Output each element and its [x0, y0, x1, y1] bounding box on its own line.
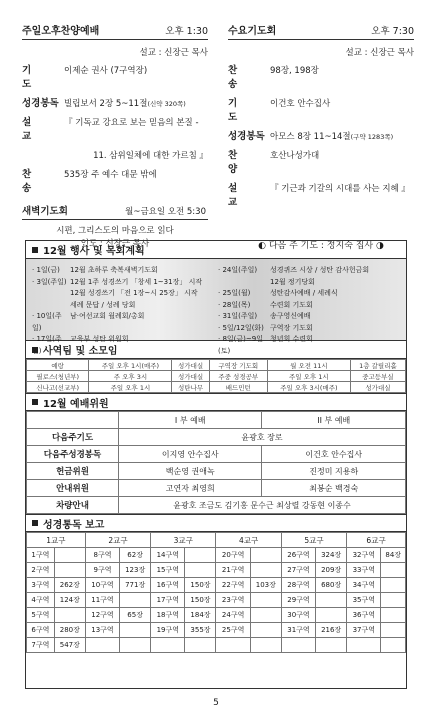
worship-row — [27, 429, 406, 446]
order-label — [22, 149, 64, 163]
event-date: · 31일(주일) — [218, 312, 258, 320]
staff-row — [27, 382, 406, 393]
event-text: 수련회 기도회 — [270, 300, 313, 309]
reading-district: 37구역 — [347, 623, 381, 638]
event-date: · 25일(월) — [218, 289, 251, 297]
worship-role: 차량안내 — [27, 497, 119, 514]
reading-district: 26구역 — [281, 548, 315, 563]
event-text: 12월 1주 성경쓰기 「창세 1~31장」 시작 — [70, 277, 203, 286]
dawn-prayer-time: 월~금요일 오전 5:30 — [125, 207, 206, 217]
staff-row — [27, 371, 406, 382]
square-bullet-icon — [32, 399, 38, 405]
event-item — [218, 277, 400, 289]
event-date — [32, 300, 70, 312]
staff-cell: 성가대실 — [350, 382, 405, 393]
reading-chapters — [54, 548, 85, 563]
reading-table — [26, 532, 406, 653]
order-value-text: 아모스 8장 11~14절 — [270, 132, 351, 142]
event-text: 12월 성경쓰기 「전 1장~시 25장」 시작 — [70, 289, 198, 297]
event-text: 교육부 성탄 위원회 — [70, 335, 129, 343]
staff-cell: 구역장 기도회 — [209, 360, 267, 371]
sunday-preacher: 설교 : 신장근 목사 — [139, 48, 208, 58]
staff-cell: 월 오전 11시 — [267, 360, 350, 371]
reading-chapters — [381, 563, 406, 578]
worship-both-services: 윤광호 장로 — [119, 429, 406, 446]
reading-district: 16구역 — [151, 578, 185, 593]
event-date — [218, 277, 270, 289]
staff-cell: 주일 오후 1시 — [89, 382, 172, 393]
reading-district: 24구역 — [216, 608, 250, 623]
order-value-note: (신약 320쪽) — [147, 100, 186, 108]
worship-corner-cell — [27, 412, 119, 429]
wednesday-service-section — [228, 24, 414, 251]
reading-district: 31구역 — [281, 623, 315, 638]
reading-district: 9구역 — [85, 563, 119, 578]
staff-cell: 주 오후 3시 — [89, 371, 172, 382]
order-value-text: 이건호 안수집사 — [270, 99, 331, 109]
worship-both-services: 윤광호 조금도 김기홍 문수근 최상렬 강동현 이종수 — [119, 497, 406, 514]
reading-district: 12구역 — [85, 608, 119, 623]
order-label: 성경봉독 — [228, 131, 265, 142]
sunday-order-row — [22, 116, 208, 144]
order-value — [270, 97, 414, 125]
worship-first-service: 백순영 권애녹 — [119, 463, 262, 480]
reading-district: 34구역 — [347, 578, 381, 593]
event-item — [218, 300, 400, 312]
reading-district: 25구역 — [216, 623, 250, 638]
event-date: · 8일(금)~9일(토) — [218, 335, 263, 355]
event-item — [218, 311, 400, 323]
sunday-order-list — [22, 64, 208, 196]
reading-district — [216, 638, 250, 653]
worship-role: 안내위원 — [27, 480, 119, 497]
worship-title: 12월 예배위원 — [43, 398, 109, 410]
staff-cell: 필로스(청년부) — [27, 371, 89, 382]
worship-second-service: 진정미 지용하 — [262, 463, 406, 480]
reading-district: 3구역 — [27, 578, 55, 593]
reading-chapters — [185, 548, 216, 563]
reading-chapters — [185, 638, 216, 653]
staff-cell: 예랑 — [27, 360, 89, 371]
page-number: 5 — [213, 698, 219, 708]
order-label: 기 도 — [22, 65, 46, 90]
reading-row — [27, 593, 406, 608]
dawn-prayer-leader: 인도 : 신장근 목사 — [80, 239, 150, 249]
event-text: 성탄감사예배 / 세례식 — [270, 289, 338, 297]
events-title: 12월 행사 및 목회계획 — [43, 246, 145, 257]
order-value-text: 535장 주 예수 대문 밖에 — [64, 170, 157, 180]
reading-header-row — [27, 533, 406, 548]
worship-second-service: 최봉순 백경숙 — [262, 480, 406, 497]
bulletin-page — [22, 24, 414, 251]
worship-heading — [26, 393, 406, 411]
event-text: 청년회 수련회 — [270, 335, 313, 343]
sunday-order-row — [22, 64, 208, 92]
square-bullet-icon — [32, 520, 38, 526]
worship-role: 헌금위원 — [27, 463, 119, 480]
sunday-order-row — [22, 168, 208, 196]
order-value-text: 이제순 권사 (7구역장) — [64, 66, 148, 76]
reading-district: 35구역 — [347, 593, 381, 608]
reading-district: 20구역 — [216, 548, 250, 563]
dawn-prayer-header — [22, 204, 208, 220]
reading-chapters: 547장 — [54, 638, 85, 653]
order-value — [64, 149, 208, 163]
sunday-service-header — [22, 24, 208, 40]
staff-cell: 주중 성경공부 — [209, 371, 267, 382]
reading-district: 21구역 — [216, 563, 250, 578]
reading-chapters: 150장 — [185, 593, 216, 608]
event-item — [32, 288, 214, 300]
reading-district: 28구역 — [281, 578, 315, 593]
order-value — [270, 149, 414, 177]
reading-parish-header: 1교구 — [27, 533, 86, 548]
reading-district: 22구역 — [216, 578, 250, 593]
reading-row — [27, 578, 406, 593]
reading-chapters: 124장 — [54, 593, 85, 608]
event-date: · 3일(주일) — [32, 277, 67, 286]
event-date: · 10일(주일) — [32, 312, 62, 332]
staff-title: 사역팀 및 소모임 — [43, 346, 118, 357]
order-label: 성경봉독 — [22, 98, 59, 109]
event-text: 세례 문답 / 성례 당회 — [70, 300, 136, 309]
reading-chapters — [120, 623, 151, 638]
order-value-text: 98장, 198장 — [270, 66, 319, 76]
wednesday-order-row — [228, 182, 414, 210]
order-label: 설 교 — [228, 183, 252, 208]
reading-district: 32구역 — [347, 548, 381, 563]
event-item — [32, 277, 214, 289]
reading-row — [27, 638, 406, 653]
reading-chapters — [316, 593, 347, 608]
worship-role: 다음주성경봉독 — [27, 446, 119, 463]
order-value — [64, 64, 208, 92]
staff-cell: 중고등부실 — [350, 371, 405, 382]
reading-chapters — [250, 593, 281, 608]
reading-row — [27, 563, 406, 578]
reading-chapters: 216장 — [316, 623, 347, 638]
sunday-order-row — [22, 149, 208, 163]
reading-chapters: 324장 — [316, 548, 347, 563]
order-label: 찬 양 — [228, 150, 252, 175]
event-item — [32, 334, 214, 357]
reading-district: 23구역 — [216, 593, 250, 608]
staff-cell: 성가대실 — [172, 371, 209, 382]
reading-district: 14구역 — [151, 548, 185, 563]
reading-chapters — [54, 563, 85, 578]
dawn-prayer-topic: 시편, 그리스도의 마음으로 읽다 — [56, 226, 174, 236]
worship-head-second: II 부 예배 — [262, 412, 406, 429]
event-item — [218, 334, 400, 357]
reading-chapters — [381, 623, 406, 638]
event-item — [218, 288, 400, 300]
order-value-text: 『 기근과 기갈의 시대를 사는 지혜 』 — [270, 184, 410, 194]
staff-cell: 배드민턴 — [209, 382, 267, 393]
reading-parish-header: 6교구 — [347, 533, 406, 548]
event-text: 구역장 기도회 — [270, 323, 313, 332]
reading-chapters — [54, 608, 85, 623]
order-value-note: (구약 1283쪽) — [350, 133, 394, 141]
reading-chapters — [316, 638, 347, 653]
order-value — [270, 64, 414, 92]
reading-parish-header: 2교구 — [85, 533, 150, 548]
reading-title: 성경통독 보고 — [43, 519, 105, 531]
reading-chapters: 150장 — [185, 578, 216, 593]
event-date: · 24일(주일) — [218, 266, 258, 274]
wednesday-order-list — [228, 64, 414, 210]
event-date: · 1일(금) — [32, 266, 60, 274]
event-item — [218, 265, 400, 277]
wednesday-order-row — [228, 130, 414, 144]
events-heading — [26, 241, 406, 259]
reading-chapters — [120, 638, 151, 653]
wednesday-order-row — [228, 97, 414, 125]
reading-chapters — [250, 623, 281, 638]
order-value — [64, 97, 208, 111]
reading-district — [281, 638, 315, 653]
reading-district: 36구역 — [347, 608, 381, 623]
reading-chapters — [120, 593, 151, 608]
staff-cell: 1층 갈릴리홀 — [350, 360, 405, 371]
reading-chapters: 103장 — [250, 578, 281, 593]
dawn-prayer-title: 새벽기도회 — [22, 206, 68, 217]
reading-parish-header: 4교구 — [216, 533, 281, 548]
event-date: · 28일(목) — [218, 300, 251, 309]
reading-chapters — [250, 638, 281, 653]
reading-district: 33구역 — [347, 563, 381, 578]
reading-chapters — [250, 548, 281, 563]
worship-role: 다음주기도 — [27, 429, 119, 446]
reading-chapters — [250, 563, 281, 578]
reading-parish-header: 5교구 — [281, 533, 346, 548]
reading-district: 10구역 — [85, 578, 119, 593]
wednesday-service-header — [228, 24, 414, 40]
reading-chapters: 184장 — [185, 608, 216, 623]
reading-parish-header: 3교구 — [151, 533, 216, 548]
reading-district — [151, 638, 185, 653]
reading-district: 18구역 — [151, 608, 185, 623]
event-date: · 17일(주일) — [32, 335, 62, 355]
event-text: 12월 초하루 축복새벽기도회 — [70, 266, 158, 274]
reading-district: 15구역 — [151, 563, 185, 578]
reading-district: 2구역 — [27, 563, 55, 578]
reading-district: 6구역 — [27, 623, 55, 638]
order-value-text: 『 기독교 강요로 보는 믿음의 본질 - — [64, 118, 199, 128]
order-value-text: 11. 삼위일체에 대한 가르침 』 — [93, 151, 208, 161]
staff-cell: 주일 오후 1시(매주) — [89, 360, 172, 371]
reading-chapters: 355장 — [185, 623, 216, 638]
reading-district: 8구역 — [85, 548, 119, 563]
reading-row — [27, 548, 406, 563]
staff-cell: 성탄나무 — [172, 382, 209, 393]
event-text: 송구영신예배 — [270, 312, 311, 320]
reading-chapters — [250, 608, 281, 623]
event-item — [32, 311, 214, 334]
reading-heading — [26, 514, 406, 532]
reading-district: 5구역 — [27, 608, 55, 623]
reading-district: 19구역 — [151, 623, 185, 638]
worship-head-first: I 부 예배 — [119, 412, 262, 429]
sunday-order-row — [22, 97, 208, 111]
announcement-box — [25, 240, 407, 689]
event-text: 성경퀴즈 시상 / 성탄 감사헌금회 — [270, 266, 370, 274]
reading-chapters — [381, 608, 406, 623]
reading-district: 1구역 — [27, 548, 55, 563]
reading-district: 7구역 — [27, 638, 55, 653]
event-item — [218, 323, 400, 335]
sunday-service-title: 주일오후찬양예배 — [22, 26, 100, 37]
event-text: 12월 정기당회 — [270, 277, 315, 286]
wednesday-order-row — [228, 64, 414, 92]
worship-row — [27, 463, 406, 480]
event-date — [32, 288, 70, 300]
reading-district: 27구역 — [281, 563, 315, 578]
order-value — [270, 182, 414, 210]
wednesday-preacher: 설교 : 신장근 목사 — [345, 48, 414, 58]
reading-chapters: 123장 — [120, 563, 151, 578]
order-value — [64, 116, 208, 144]
reading-district: 29구역 — [281, 593, 315, 608]
reading-row — [27, 623, 406, 638]
square-bullet-icon — [32, 247, 38, 253]
reading-chapters: 680장 — [316, 578, 347, 593]
reading-chapters — [381, 578, 406, 593]
reading-district — [347, 638, 381, 653]
worship-row — [27, 497, 406, 514]
reading-chapters — [316, 608, 347, 623]
order-label: 찬 송 — [228, 65, 252, 90]
reading-chapters — [381, 593, 406, 608]
reading-chapters: 280장 — [54, 623, 85, 638]
reading-chapters: 62장 — [120, 548, 151, 563]
worship-row — [27, 446, 406, 463]
worship-table — [26, 411, 406, 514]
order-label: 찬 송 — [22, 169, 46, 194]
order-value — [270, 130, 414, 144]
staff-cell: 성가대실 — [172, 360, 209, 371]
events-right-list — [218, 265, 400, 355]
worship-second-service: 이건호 안수집사 — [262, 446, 406, 463]
order-label: 설 교 — [22, 117, 46, 142]
staff-cell: 신나고(선교부) — [27, 382, 89, 393]
reading-chapters — [381, 638, 406, 653]
reading-chapters: 65장 — [120, 608, 151, 623]
reading-district: 4구역 — [27, 593, 55, 608]
wednesday-service-title: 수요기도회 — [228, 26, 277, 37]
worship-first-service: 고연자 최영희 — [119, 480, 262, 497]
reading-district: 30구역 — [281, 608, 315, 623]
worship-header-row — [27, 412, 406, 429]
worship-row — [27, 480, 406, 497]
sunday-service-section — [22, 24, 208, 251]
wednesday-order-row — [228, 149, 414, 177]
order-value — [64, 168, 208, 196]
event-text: 남·여선교회 월례회/총회 — [70, 312, 145, 320]
worship-first-service: 이지영 안수집사 — [119, 446, 262, 463]
order-value-text: 호산나성가대 — [270, 151, 320, 161]
event-item — [32, 265, 214, 277]
staff-row — [27, 360, 406, 371]
reading-chapters: 209장 — [316, 563, 347, 578]
event-date: · 5일/12일(화) — [218, 323, 264, 332]
reading-district: 11구역 — [85, 593, 119, 608]
staff-table — [26, 359, 406, 393]
reading-district: 13구역 — [85, 623, 119, 638]
reading-chapters: 262장 — [54, 578, 85, 593]
staff-cell: 주일 오후 3시(매주) — [267, 382, 350, 393]
wednesday-service-time: 오후 7:30 — [371, 26, 414, 37]
reading-chapters: 84장 — [381, 548, 406, 563]
reading-district: 17구역 — [151, 593, 185, 608]
order-label: 기 도 — [228, 98, 252, 123]
reading-chapters — [185, 563, 216, 578]
event-item — [32, 300, 214, 312]
next-week-prayer: ◐ 다음 주 기도 : 정지숙 집사 ◑ — [258, 241, 384, 251]
staff-cell: 주일 오후 1시 — [267, 371, 350, 382]
reading-district — [85, 638, 119, 653]
reading-chapters: 771장 — [120, 578, 151, 593]
sunday-service-time: 오후 1:30 — [165, 26, 208, 37]
reading-row — [27, 608, 406, 623]
order-value-text: 빌립보서 2장 5~11절 — [64, 99, 148, 109]
